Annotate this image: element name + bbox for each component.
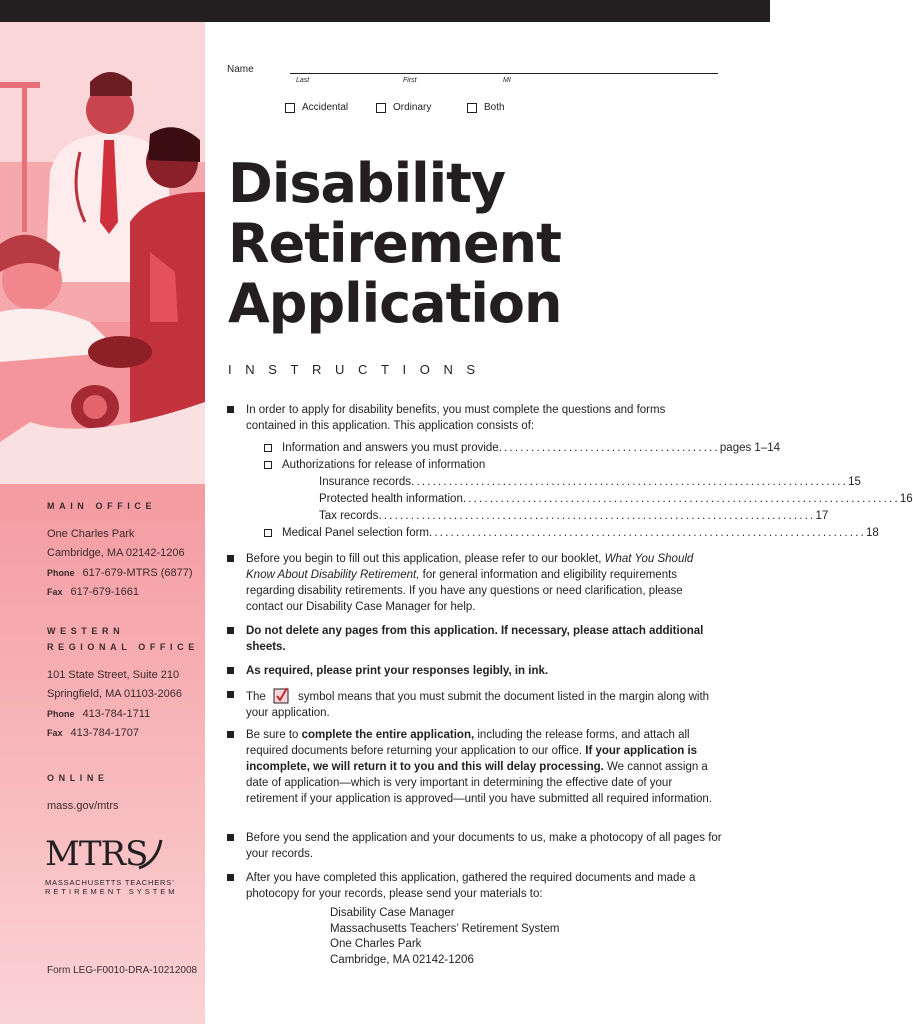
first-label: First — [403, 77, 417, 84]
mailing-address — [330, 906, 559, 968]
title-line2: Retirement — [228, 212, 561, 275]
bullet-text-line2: contained in this application. This application consists of: — [246, 420, 535, 432]
toc-info-pages: pages 1–14 — [719, 442, 781, 454]
western-office-address1: 101 State Street, Suite 210 — [47, 669, 180, 681]
name-field[interactable] — [290, 73, 718, 74]
bullet-square-icon — [227, 627, 234, 634]
checkbox-icon[interactable] — [376, 103, 386, 113]
checkbox-icon[interactable] — [467, 103, 477, 113]
logo-line2: RETIREMENT SYSTEM — [45, 887, 178, 896]
western-office-phone — [47, 708, 150, 720]
bullet-send-materials — [227, 870, 722, 902]
form-number: Form LEG-F0010-DRA-10212008 — [47, 965, 198, 976]
checkbox-both[interactable] — [467, 102, 505, 113]
western-office-address2: Springfield, MA 01103-2066 — [47, 688, 182, 700]
bullet-booklet — [227, 551, 722, 615]
toc-phi-label: Protected health information — [319, 493, 463, 505]
toc-medical-label: Medical Panel selection form — [282, 527, 430, 539]
western-office-phone-number: 413-784-1711 — [82, 708, 151, 720]
online-url[interactable]: mass.gov/mtrs — [47, 800, 119, 812]
bullet-square-icon — [227, 691, 234, 698]
bullet-text: including the release forms, and attach all required documents before returning your application to our office. — [246, 729, 690, 757]
mi-label: MI — [503, 77, 511, 84]
bullet-square-icon — [227, 731, 234, 738]
toc-medical-page: 18 — [866, 527, 879, 539]
cover-photo-illustration — [0, 22, 205, 484]
small-box-icon — [264, 529, 272, 537]
checkbox-accidental-label: Accidental — [302, 102, 349, 113]
toc-insurance-label: Insurance records — [319, 476, 412, 488]
bullet-square-icon — [227, 667, 234, 674]
address-line: Massachusetts Teachers’ Retirement System — [330, 922, 560, 935]
bullet-complete-application — [227, 727, 722, 807]
bullet-text: for general information and eligibility requirements regarding disability retirements. If you have any questions or need clarification, please contact our Disability Case Manager for help. — [246, 569, 683, 613]
booklet-title: What You Should Know About Disability Retirement, — [246, 553, 694, 581]
checkbox-ordinary[interactable] — [376, 102, 431, 113]
western-office-heading-2: REGIONAL OFFICE — [47, 642, 199, 652]
bullet-text: Before you send the application and your documents to us, make a photocopy of all pages for your records. — [246, 832, 722, 860]
bullet-emphasis: If your application is incomplete, we will return it to you and this will delay processing. — [246, 745, 698, 773]
main-office-address2: Cambridge, MA 02142-1206 — [47, 547, 185, 559]
address-line: Cambridge, MA 02142-1206 — [330, 953, 474, 966]
bullet-square-icon — [227, 555, 234, 562]
bullet-text: Be sure to — [246, 729, 302, 741]
bullet-text: After you have completed this application, gathered the required documents and made a photocopy for your records, please send your materials to: — [246, 872, 696, 900]
main-office-fax — [47, 586, 139, 598]
bullet-photocopy — [227, 830, 722, 862]
toc-auth-label: Authorizations for release of information — [282, 459, 486, 471]
main-office-phone — [47, 567, 193, 579]
toc-tax: Tax records ................................................................................. 17 — [319, 510, 829, 522]
bullet-text: The — [246, 691, 266, 703]
logo-wordmark: MTRS — [45, 834, 148, 874]
address-line: Disability Case Manager — [330, 907, 455, 919]
online-heading: ONLINE — [47, 773, 109, 783]
western-office-heading-1: WESTERN — [47, 626, 125, 636]
top-bar — [0, 0, 770, 22]
small-box-icon — [264, 444, 272, 452]
fax-label: Fax — [47, 728, 63, 738]
bullet-text: As required, please print your responses legibly, in ink. — [246, 665, 549, 677]
western-office-fax — [47, 727, 139, 739]
name-label: Name — [227, 64, 254, 75]
title-line3: Application — [228, 272, 562, 335]
toc-tax-page: 17 — [815, 510, 829, 522]
cover-photo — [0, 22, 205, 484]
bullet-text-line1: In order to apply for disability benefits, you must complete the questions and forms — [246, 404, 666, 416]
bullet-do-not-delete — [227, 623, 722, 655]
toc-auth — [264, 457, 658, 473]
toc-insurance: Insurance records ................................................................................. 15 — [319, 476, 861, 488]
western-office-fax-number: 413-784-1707 — [70, 727, 140, 739]
last-label: Last — [296, 77, 310, 84]
checkbox-ordinary-label: Ordinary — [393, 102, 432, 113]
toc-insurance-page: 15 — [848, 476, 861, 488]
checkbox-accidental[interactable] — [285, 102, 348, 113]
title-line1: Disability — [228, 152, 506, 215]
phone-label: Phone — [47, 568, 75, 578]
checkbox-icon[interactable] — [285, 103, 295, 113]
bullet-square-icon — [227, 406, 234, 413]
main-office-phone-number: 617-679-MTRS (6877) — [82, 567, 193, 579]
bullet-checkmark-symbol — [227, 687, 722, 721]
page-title — [228, 154, 561, 334]
toc-tax-label: Tax records — [319, 510, 379, 522]
bullet-text: Do not delete any pages from this application. If necessary, please attach additional sheets. — [246, 625, 704, 653]
main-content: Name Last First MI Accidental Ordinary Both Disability Retirement Application INSTRUCTIONS In order to apply for disability benefits, you must complete the questions and forms contained in this application. This application consists of: Information and answers you must provide ......................................... pages 1–14 Authorizations for release of information Insurance records ................................................................................. 15 Protected health information ................................................................................. 16 Tax records ................................................................................. 17 Medical Panel selection form ................................................................................. 18 Before you begin to fill out this application, please refer to our booklet, What You Should Know About Disability Retirement, for general information and eligibility requirements regarding disability retirements. If you have any questions or need clarification, please contact our Disability Case Manager for help. Do not delete any pages from this application. If necessary, please attach additional sheets. As required, please print your responses legibly, in ink. The symbol means that you must submit the document listed in the margin along with your application. Be sure to complete the entire application, including the release forms, and attach all required documents before returning your application to our office. If your application is incomplete, we will return it to you and this will delay processing. We cannot assign a date of application—which is very important in determining the effective date of your retirement if your application is approved—until you have submitted all required information. Before you send the application and your documents to us, make a photocopy of all pages for your records. After you have completed this application, gathered the required documents and made a photocopy for your records, please send your materials to: Disability Case Manager Massachusetts Teachers’ Retirement System One Charles Park Cambridge, MA 02142-1206 — [205, 22, 770, 1024]
logo-swoosh-icon — [137, 838, 163, 870]
instructions-heading: INSTRUCTIONS — [228, 362, 489, 377]
bullet-text: Before you begin to fill out this application, please refer to our booklet, — [246, 553, 605, 565]
bullet-consists-of — [227, 402, 722, 434]
main-office-address1: One Charles Park — [47, 528, 135, 540]
main-office-heading: MAIN OFFICE — [47, 501, 157, 511]
toc-phi-page: 16 — [899, 493, 913, 505]
toc-phi: Protected health information ................................................................................. 16 — [319, 493, 913, 505]
bullet-print-legibly — [227, 663, 722, 679]
mtrs-logo — [45, 836, 195, 896]
logo-line1: MASSACHUSETTS TEACHERS’ — [45, 878, 175, 887]
toc-info-label: Information and answers you must provide — [282, 442, 499, 454]
checkbox-both-label: Both — [484, 102, 505, 113]
bullet-text: We cannot assign a date of application—which is very important in determining the effective date of your retirement if your application is approved—until you have submitted all required information. — [246, 761, 712, 805]
address-line: One Charles Park — [330, 938, 422, 950]
main-office-fax-number: 617-679-1661 — [70, 586, 140, 598]
bullet-emphasis: complete the entire application, — [301, 729, 475, 741]
fax-label: Fax — [47, 587, 63, 597]
bullet-square-icon — [227, 834, 234, 841]
checkmark-box-icon — [273, 687, 290, 704]
phone-label: Phone — [47, 709, 75, 719]
bullet-square-icon — [227, 874, 234, 881]
small-box-icon — [264, 461, 272, 469]
bullet-text: symbol means that you must submit the document listed in the margin along with your application. — [246, 691, 710, 719]
